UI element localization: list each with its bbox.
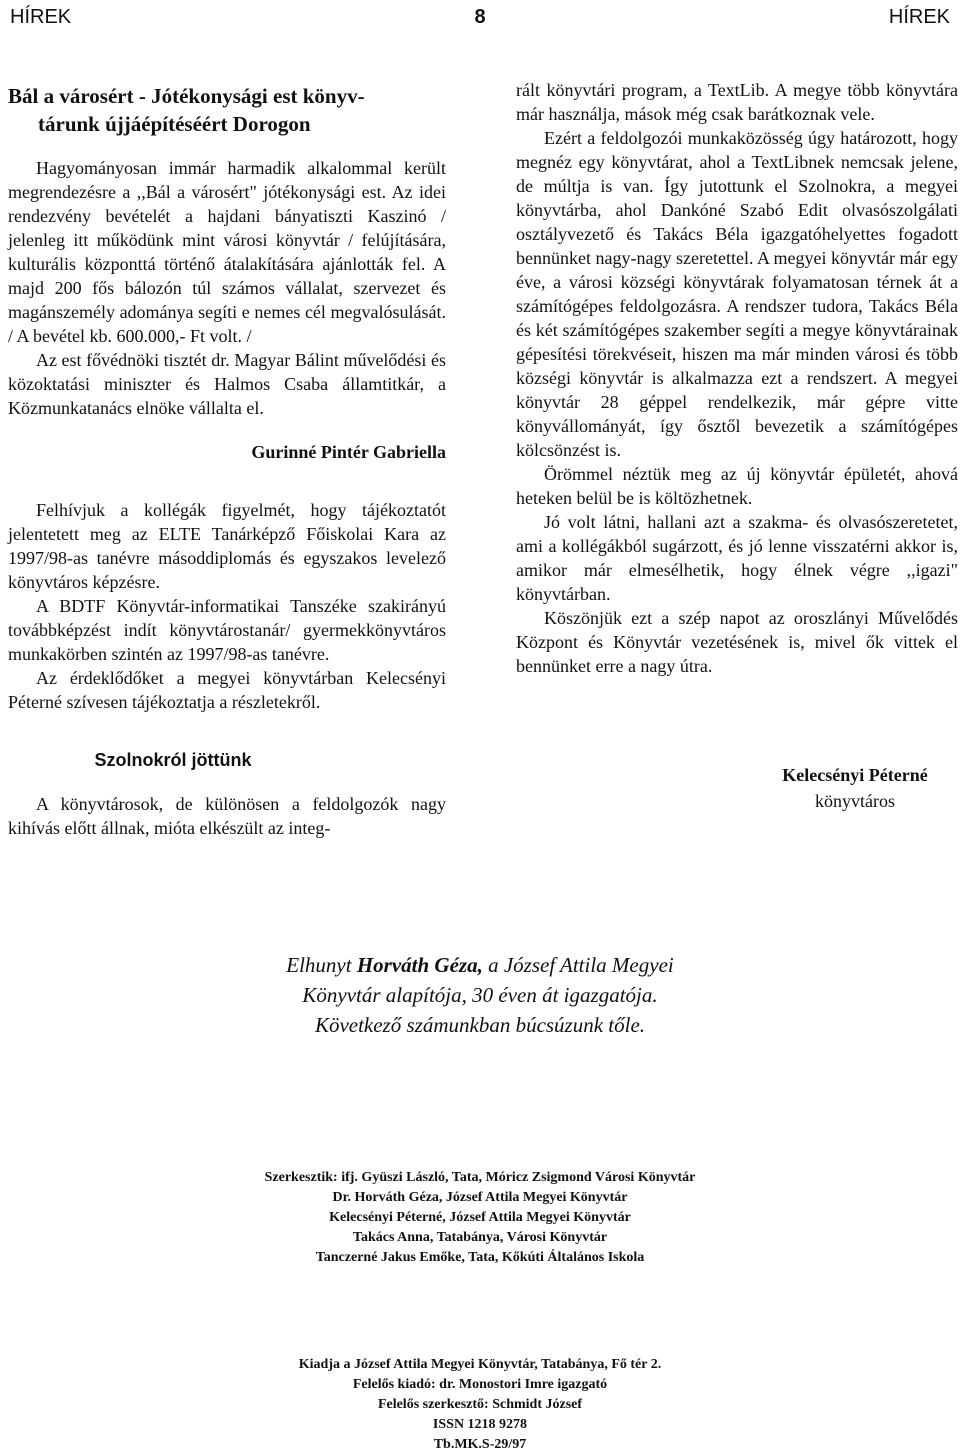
- signature-role: könyvtáros: [815, 791, 895, 811]
- article-szolnok-title: Szolnokról jöttünk: [94, 750, 252, 770]
- article-szolnok-paragraph: A könyvtárosok, de különösen a feldolgozók nagy kihívás előtt állnak, mióta elkészült az integ-: [8, 794, 446, 838]
- right-column: [516, 78, 958, 678]
- colophon-line: Tb.MK.S-29/97: [433, 1437, 527, 1452]
- notice-paragraph: Az érdeklődőket a megyei könyvtárban Kelecsényi Péterné szívesen tájékoztatja a részletekről.: [8, 668, 446, 712]
- article-bal-title-line2: tárunk újjáépítéséért Dorogon: [38, 112, 311, 136]
- editor-line: Takács Anna, Tatabánya, Városi Könyvtár: [352, 1230, 608, 1245]
- colophon-line: Felelős kiadó: dr. Monostori Imre igazgató: [352, 1377, 608, 1392]
- article-bal-title: [8, 82, 446, 138]
- editor-line: Kelecsényi Péterné, József Attila Megyei Könyvtár: [329, 1210, 631, 1225]
- editor-line: Tanczerné Jakus Emőke, Tata, Kőkúti Általános Iskola: [315, 1250, 645, 1265]
- memorial-line: Következő számunkban búcsúzunk tőle.: [314, 1013, 646, 1037]
- notice-paragraph: A BDTF Könyvtár-informatikai Tanszéke szakirányú továbbképzést indít könyvtárostanár/ gyermekkönyvtáros munkakörben szintén az 1997/98-as tanévre.: [8, 596, 446, 664]
- editor-line: Szerkesztik: ifj. Gyüszi László, Tata, Móricz Zsigmond Városi Könyvtár: [264, 1170, 696, 1185]
- memorial-line: Könyvtár alapítója, 30 éven át igazgatója.: [302, 983, 658, 1007]
- memorial-name: Horváth Géza,: [356, 953, 483, 977]
- signature-name: Kelecsényi Péterné: [782, 765, 928, 785]
- memorial-pre: Elhunyt: [286, 953, 357, 977]
- article-bal-paragraph: Hagyományosan immár harmadik alkalommal került megrendezésre a ,,Bál a városért" jótékonysági est. Az idei rendezvény bevételét a hajdani bányatiszti Kaszinó / jelenleg itt működünk mint városi könyvtár / felújítására, kulturális központtá történő átalakítására ajánlották fel. A majd 200 fős bálozón túl számos vállalat, szervezet és magánszemély adománya segíti e nemes cél megvalósulását. / A bevétel kb. 600.000,- Ft volt. /: [8, 158, 446, 346]
- article-bal-title-line1: Bál a városért - Jótékonysági est könyv-: [8, 84, 365, 108]
- colophon-line: Kiadja a József Attila Megyei Könyvtár, Tatabánya, Fő tér 2.: [298, 1357, 662, 1372]
- article-szolnok-paragraph: Jó volt látni, hallani azt a szakma- és olvasószeretetet, ami a kollégákból sugárzott, és jó lenne visszatérni akkor is, amikor már elmesélhetik, hogy élnek végre ,,igazi" könyvtárban.: [516, 512, 958, 604]
- notice-paragraph: Felhívjuk a kollégák figyelmét, hogy tájékoztatót jelentetett meg az ELTE Tanárképző Főiskolai Kara az 1997/98-as tanévre másoddiplomás és egyszakos levelező könyvtáros képzésre.: [8, 500, 446, 592]
- header-section-right: HÍREK: [888, 6, 950, 28]
- colophon: [0, 1355, 960, 1455]
- memorial-notice: [0, 950, 960, 1040]
- left-column: [8, 82, 446, 840]
- article-szolnok-paragraph: Örömmel néztük meg az új könyvtár épületét, ahová heteken belül be is költözhetnek.: [516, 464, 958, 508]
- article-bal-signature: Gurinné Pintér Gabriella: [251, 442, 446, 462]
- page-number: 8: [474, 6, 486, 28]
- editor-line: Dr. Horváth Géza, József Attila Megyei Könyvtár: [332, 1190, 628, 1205]
- colophon-line: ISSN 1218 9278: [432, 1417, 528, 1432]
- header-section-left: HÍREK: [10, 6, 72, 28]
- article-szolnok-paragraph: rált könyvtári program, a TextLib. A megye több könyvtára már használja, mások még csak barátkoznak vele.: [516, 80, 958, 124]
- article-szolnok-signature: [760, 762, 950, 814]
- article-szolnok-paragraph: Ezért a feldolgozói munkaközösség úgy határozott, hogy megnéz egy könyvtárat, ahol a TextLibnek nemcsak jelene, de múltja is van. Így jutottunk el Szolnokra, a megyei könyvtárba, ahol Dankóné Szabó Edit olvasószolgálati osztályvezető és Takács Béla igazgatóhelyettes fogadott bennünket nagy-nagy szeretettel. A megyei könyvtár már egy éve, a városi községi könyvtárak folyamatosan térnek át a számítógépes feldolgozásra. A rendszer tudora, Takács Béla és két számítógépes szakember segíti a megye könyvtárainak gépesítési törekvéseit, hiszen ma már minden városi és több községi könyvtár is alkalmazza ezt a rendszert. A megyei könyvtár 28 géppel rendelkezik, már gépre vitte könyvállományát, így ősztől bevezetik a számítógépes kölcsönzést is.: [516, 128, 958, 460]
- article-bal-paragraph: Az est fővédnöki tisztét dr. Magyar Bálint művelődési és közoktatási miniszter és Halmos Csaba államtitkár, a Közmunkatanács elnöke vállalta el.: [8, 350, 446, 418]
- article-szolnok-paragraph: Köszönjük ezt a szép napot az oroszlányi Művelődés Központ és Könyvtár vezetésének is, mivel ők vittek el bennünket erre a nagy útra.: [516, 608, 958, 676]
- memorial-post: a József Attila Megyei: [482, 953, 674, 977]
- editors-list: [0, 1168, 960, 1268]
- colophon-line: Felelős szerkesztő: Schmidt József: [377, 1397, 583, 1412]
